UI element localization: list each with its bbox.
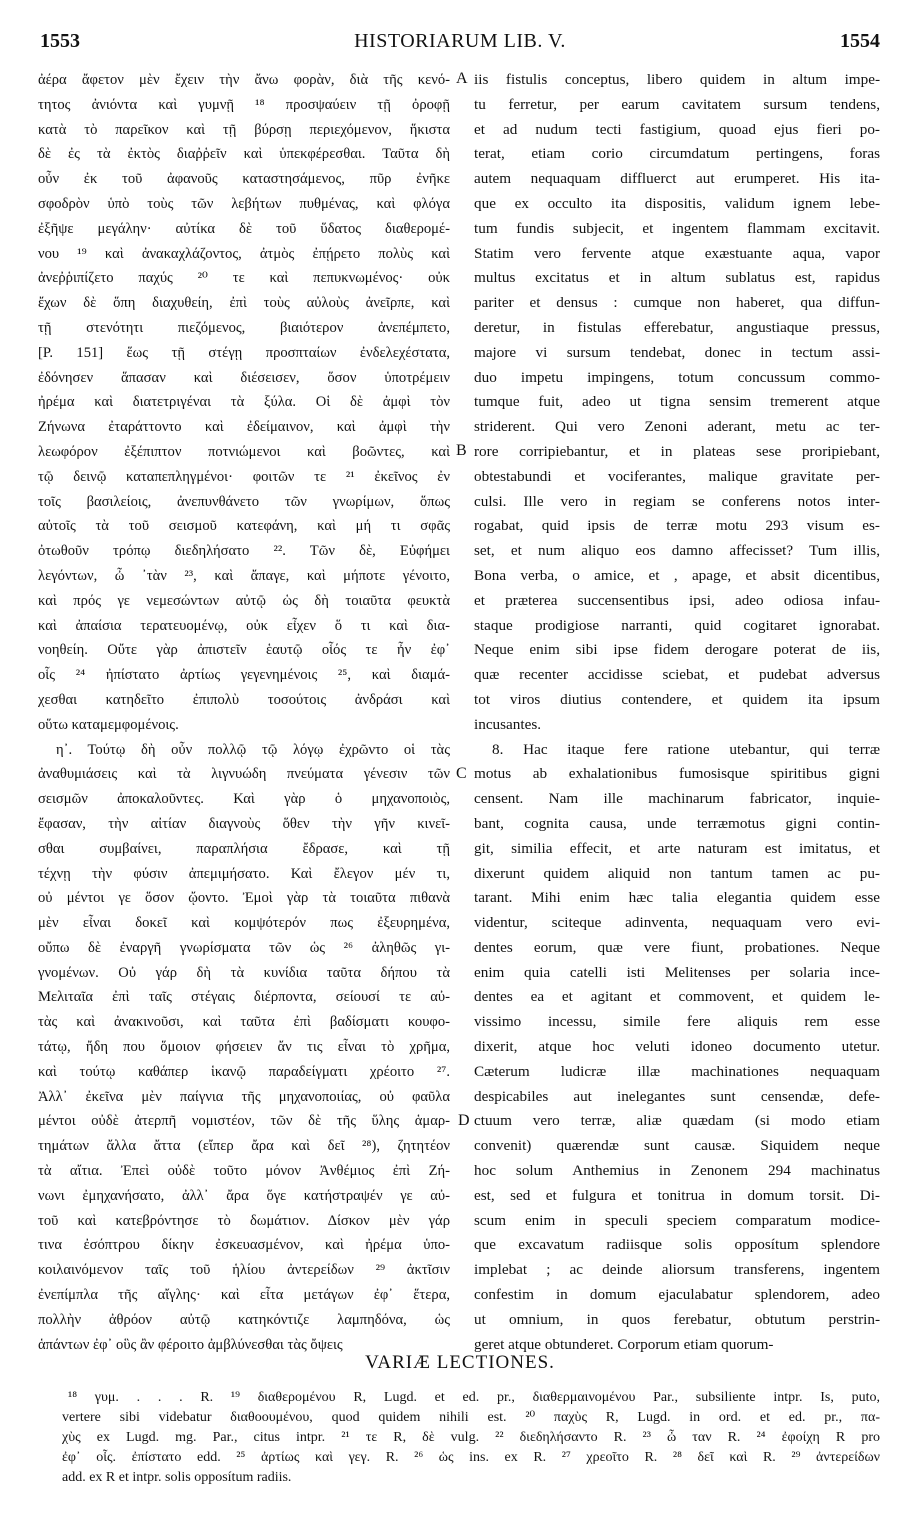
greek-text-line: μέντοι οὐδὲ ἀτερπῆ νομιστέον, τῶν δὲ τῆς ὕλης ἁμαρ- [38,1113,450,1130]
latin-text-line: git, similia effecit, et arte naturam est imitatus, et [474,839,880,857]
latin-text-line: multus excitatus et in altum sublatus est, rapidus [474,269,880,287]
greek-text-line: ἀέρα ἄφετον μὲν ἔχειν τὴν ἄνω φορὰν, διὰ τῆς κενό- [38,72,450,88]
greek-text-line: Μελιταῖα ἐπὶ ταῖς στέγαις διέρποντα, σείουσί τε αὐ- [38,989,450,1006]
latin-text-line: incusantes. [474,715,542,733]
latin-text-line: geret atque obtunderet. Corporum etiam quorum- [474,1335,774,1353]
greek-text-line: νου ¹⁹ καὶ ἀνακαχλάζοντος, ἀτμὸς ἐπῄρετο πολὺς καὶ [38,245,450,262]
greek-text-line: τοῦ καὶ κατεβρόντησε τὸ δωμάτιον. Δίσκον μὲν γάρ [38,1212,450,1229]
running-title: HISTORIARUM LIB. V. [354,30,566,52]
greek-text-line: τινα ἐσόπτρου δίκην ἐσκευασμένον, καὶ ἠρέμα ὑπο- [38,1237,450,1254]
latin-text-line: deretur, in fistulas efferebatur, angustiaque pressus, [474,318,880,336]
page-number-left: 1553 [40,30,80,52]
greek-text-line: οὖν ἐκ τοῦ ἀφανοῦς καταστησάμενος, πῦρ ἐνῆκε [38,171,450,188]
latin-text-line: duo impetu impingens, totum concussum commo- [474,368,880,386]
latin-text-line: implebat ; ac deinde aliorsum transferens, ingentem [474,1261,880,1279]
latin-text-line: est, sed et fulgura et tonitrua in domum torsit. Di- [474,1186,880,1204]
latin-text-line: ctuum vero terræ, aliæ quædam (si modo etiam [474,1112,880,1130]
greek-text-line: ἐνεπίμπλα τῆς αἴγλης· καὶ εἶτα μετάγων ἐφ᾽ ἕτερα, [38,1287,450,1304]
greek-text-line: νοηθείη. Οὔτε γὰρ ἀπιστεῖν ἑαυτῷ οἷός τε ἦν ἐφ᾽ [38,642,450,659]
latin-text-line: hoc solum Anthemius in Zenonem 294 machinatus [474,1162,880,1180]
latin-text-line: Cæterum ludicræ illæ machinationes nequaquam [474,1062,880,1080]
greek-text-line: τέχνῃ τὴν φύσιν ἀπεμιμήσατο. Καὶ ἔλεγον μέν τι, [38,865,450,882]
greek-text-line: οὐ μέντοι γε ὅσον ᾤοντο. Ἐμοὶ γὰρ τὰ τοιαῦτα πιθανὰ [38,890,450,907]
latin-text-line: quæ recenter accidisse sciebat, et pudebat adversus [474,666,880,684]
greek-text-line: τὰς καὶ ἀνακινοῦσι, καὶ ταῦτα ἐπὶ βαδίσματι κουφο- [38,1014,450,1031]
greek-text-line: αὐτοῖς τὰ τοῦ σεισμοῦ κατεφάνη, καὶ μή τι σφᾶς [38,518,450,535]
latin-text-line: convenit) quærendæ sunt causæ. Siquidem neque [474,1137,880,1155]
greek-text-line: καὶ τούτῳ καθάπερ ἱκανῷ παραδείγματι χρέοιτο ²⁷. [38,1063,450,1080]
greek-text-line: ἐξῆψε μεγάλην· αὐτίκα δὲ τοῦ ὕδατος διαθερομέ- [38,220,450,237]
latin-text-line: obtestabundi et vociferantes, malique gravitate per- [474,467,880,485]
greek-text-line: ὀτωθοῦν τρόπῳ διεδηλήσατο ²². Τῶν δὲ, Εὐφήμει [38,543,450,560]
greek-text-column [38,68,450,1357]
latin-text-line: majore vi sursum tendebat, donec in tectum assi- [474,343,880,361]
greek-text-line: Ἀλλ᾽ ἐκεῖνα μὲν παίγνια τῆς μηχανοποιίας, οὐ φαῦλα [38,1088,450,1105]
footnote-line: ἐφ᾽ οἷς. ἐπίστατο edd. ²⁵ ἀρτίως καὶ γεγ. R. ²⁶ ὡς ins. ex R. ²⁷ χρεοῖτο R. ²⁸ δεῖ καὶ R. ²⁹ ἀντερείδων [62,1450,880,1465]
greek-text-line: [P. 151] ἕως τῇ στέγῃ προσπταίων ἐνδελεχέστατα, [38,344,450,361]
running-header [40,30,880,60]
latin-text-line: autem nequaquam diffluerct aut erumperet. His ita- [474,170,880,188]
margin-letter-b: B [456,442,467,459]
greek-text-line: κατὰ τὸ παρεῖκον καὶ τῇ βύρσῃ περιεχόμενον, ἥκιστα [38,121,450,138]
latin-text-line: set, et num aliquo eos damno affecisset? Tum illis, [474,542,880,560]
latin-text-line: Bona verba, o amice, et , apage, et absit dicentibus, [474,566,880,584]
latin-text-line: striderent. Qui vero Zenoni aderant, metu ac ter- [474,418,880,436]
greek-text-line: τητος ἀνιόντα καὶ γυμνῇ ¹⁸ προσψαύειν τῇ ὀροφῇ [38,96,450,113]
page-number-right: 1554 [840,30,880,52]
footnote-line: add. ex R et intpr. solis opposítum radiis. [62,1470,292,1485]
greek-text-line: τοῖς βασιλείοις, ἀνεπυνθάνετο τῶν γνωρίμων, ὅπως [38,493,450,510]
footnote-line: χὺς ex Lugd. mg. Par., citus intpr. ²¹ τε R, δὲ vulg. ²² διεδηλήσαντο R. ²³ ὦ ταν R. ²⁴ ἐφοίχη R pro [62,1430,880,1445]
latin-text-line: censent. Nam ille machinarum fabricator, inquie- [474,790,880,808]
latin-text-line: despicabiles aut inelegantes sunt censendæ, defe- [474,1087,880,1105]
latin-text-line: que excavatum radiisque solis opposítum splendore [474,1236,880,1254]
latin-text-line: dentes ea et agitant et commovent, et quidem le- [474,988,880,1006]
greek-text-line: ἐδόνησεν ἅπασαν καὶ διέσεισεν, ὅσον ὑποτρέμειν [38,369,450,386]
greek-text-line: κοιλαινόμενον ταῖς τοῦ ἡλίου ἀντερείδων ²⁹ ἀκτῖσιν [38,1262,450,1279]
latin-text-line: 8. Hac itaque fere ratione utebantur, qui terræ [492,740,880,758]
greek-text-line: η᾽. Τούτῳ δὴ οὖν πολλῷ τῷ λόγῳ ἐχρῶντο οἱ τὰς [56,741,450,758]
greek-text-line: ἀναθυμιάσεις καὶ τὰ λιγνυώδη πνεύματα γένεσιν τῶν [38,766,450,783]
margin-letter-c: C [456,765,467,782]
greek-text-line: λεγόντων, ὦ ᾽τὰν ²³, καὶ ἄπαγε, καὶ μήποτε γένοιτο, [38,567,450,584]
greek-text-line: οὕτω καταμεμφομένοις. [38,716,179,733]
latin-text-line: rore corripiebantur, et in plateas sese proripiebant, [474,442,880,460]
latin-text-column [474,68,880,1357]
greek-text-line: τῷ δεινῷ καταπεπληγμένοι· φοιτῶν τε ²¹ ἐκεῖνος ἐν [38,468,450,485]
greek-text-line: γνομένων. Οὐ γάρ δὴ τὰ κυνίδια ταῦτα δήπου τὰ [38,964,450,981]
greek-text-line: μὲν εἶναι δοκεῖ καὶ κομψότερόν πως ἐξευρημένα, [38,915,450,932]
greek-text-line: καὶ πρός γε νεμεσώντων αὐτῷ ὡς δὴ τοιαῦτα φευκτὰ [38,592,450,609]
greek-text-line: χεσθαι κατηδεῖτο ἐπιπολὺ τοσούτοις ἀνδράσι καὶ [38,691,450,708]
latin-text-line: enim quia catelli isti Melitenses per solaria ince- [474,963,880,981]
latin-text-line: confestim in domum ejaculabatur splendorem, adeo [474,1286,880,1304]
greek-text-line: οἷς ²⁴ ἠπίστατο ἀρτίως γεγενημένοις ²⁵, καὶ διαμά- [38,667,450,684]
greek-text-line: τημάτων ἄλλα ἄττα (εἴπερ ἄρα καὶ δεῖ ²⁸), ζητητέον [38,1138,450,1155]
latin-text-line: que ex occulto ita dispositis, validum ignem lebe- [474,194,880,212]
latin-text-line: culsi. Ille vero in regiam se conferens notos inter- [474,492,880,510]
greek-text-line: οὔπω δὲ ἐναργῆ γνωρίσματα τῶν ὡς ²⁶ ἀληθῶς γι- [38,939,450,956]
latin-text-line: et præterea succensentibus ipsi, adeo odiosa infau- [474,591,880,609]
greek-text-line: ἔχων δὲ ὅπη διαχυθείη, ἐπὶ τοὺς αὐλοὺς ἀνεῖρπε, καὶ [38,295,450,312]
latin-text-line: bant, cognita causa, unde terræmotus gigni contin- [474,814,880,832]
greek-text-line: νωνι ἐμηχανήσατο, ἀλλ᾽ ἄρα ὅγε κατήστραψέν γε αὐ- [38,1187,450,1204]
greek-text-line: τὰ αἴτια. Ἐπεὶ οὐδὲ τοῦτο μόνον Ἀνθέμιος ἐπὶ Ζή- [38,1163,450,1180]
greek-text-line: σθαι συμβαίνει, παραπλήσια ἔδρασε, καὶ τῇ [38,840,450,857]
latin-text-line: staque prodigiose narranti, quid cogitaret ignorabat. [474,616,880,634]
latin-text-line: terat, etiam corio circumdatum pertingens, foras [474,145,880,163]
latin-text-line: iis fistulis conceptus, libero quidem in altum impe- [474,71,880,88]
latin-text-line: scum enim in speculi speciem comparatum modice- [474,1211,880,1229]
greek-text-line: ἠρέμα καὶ διατετριγέναι τὰ ξύλα. Οἱ δὲ ἀμφὶ τὸν [38,394,450,411]
latin-text-line: tu ferretur, per earum cavitatem sursum tendens, [474,95,880,113]
latin-text-line: tot viros diutius contendere, et quidem ita ipsum [474,690,880,708]
greek-text-line: σεισμῶν ἀποκαλοῦντες. Καὶ γὰρ ὁ μηχανοποιὸς, [38,791,450,808]
greek-text-line: Ζήνωνα ἐταράττοντο καὶ ἐδείμαινον, καὶ ἀμφὶ τὴν [38,419,450,436]
greek-text-line: ἁπάντων ἐφ᾽ οὓς ἂν φέροιτο ἀμβλύνεσθαι τὰς ὄψεις [38,1336,343,1353]
latin-text-line: dixerunt quidem aliquid non tantum tamen ac pu- [474,864,880,882]
greek-text-line: ἀνεῤῥιπίζετο παχύς ²⁰ τε καὶ πεπυκνωμένος· οὐκ [38,270,450,287]
greek-text-line: πολλὴν ἀθρόον αὐτῷ κατηκόντιζε λαμπηδόνα, ὡς [38,1311,450,1328]
variae-lectiones-heading: VARIÆ LECTIONES. [365,1352,555,1373]
greek-text-line: δὲ ἐς τὰ ἐκτὸς διαῤῥεῖν καὶ ὑπεκφέρεσθαι. Ταῦτα δὴ [38,146,450,163]
greek-text-line: καὶ ἀπαίσια τερατευομένῳ, οὐκ εἶχεν ὅ τι καὶ δια- [38,617,450,634]
greek-text-line: λεωφόρον ἐξέπιπτον ποτνιώμενοι καὶ βοῶντες, καὶ [38,443,450,460]
latin-text-line: pariter et densus : cumque non haberet, qua diffun- [474,294,880,312]
latin-text-line: motus ab exhalationibus fumosisque spiritibus gigni [474,765,880,783]
greek-text-line: ἔφασαν, τὴν αἰτίαν διαγνοὺς ὅθεν τὴν γῆν κινεῖ- [38,815,450,832]
latin-text-line: tumque fuit, adeo ut tigna sensim tremerent atque [474,393,880,411]
latin-text-line: dixerit, atque hoc veluti idoneo documento utetur. [474,1038,880,1056]
footnotes [62,1388,880,1488]
latin-text-line: tarant. Mihi enim hæc talia elegantia quidem esse [474,889,880,907]
footnote-line: ¹⁸ γυμ. . . . R. ¹⁹ διαθερομένου R, Lugd. et ed. pr., διαθερμαινομένου Par., subsiliente intpr. Is, puto, [68,1390,880,1405]
margin-letter-d: D [458,1112,470,1129]
latin-text-line: vissimo incessu, simile fere aliquis rem esse [474,1013,880,1031]
latin-text-line: Neque enim sibi ipse fidem derogare poterat de iis, [474,641,880,659]
greek-text-line: τῇ στενότητι πιεζόμενος, βιαιότερον ἀνεπέμπετο, [38,319,450,336]
greek-text-line: σφοδρὸν ὑπὸ τοὺς τῶν λεβήτων πυθμένας, καὶ φλόγα [38,195,450,212]
footnote-line: vertere sibi videbatur διαθοουμένου, quod quidem nihili est. ²⁰ παχὺς R, Lugd. in ord. et ed. pr., πα- [62,1410,880,1425]
latin-text-line: et ad nudum tecti fastigium, quoad ejus fieri po- [474,120,880,138]
latin-text-line: dentes eorum, quæ vere fiunt, probationes. Neque [474,938,880,956]
latin-text-line: videntur, sciteque adinventa, nequaquam vero evi- [474,914,880,932]
latin-text-line: tum fundis subjecit, et ingentem flammam excitavit. [474,219,880,237]
greek-text-line: τάτῳ, ἤδη που ὅμοιον φήσειεν ἄν τις εἶναι τὸ χρῆμα, [38,1039,450,1056]
margin-letter-a: A [456,70,468,87]
latin-text-line: ut omnium, in quos ferebatur, obtutum perstrin- [474,1310,880,1328]
latin-text-line: rogabat, quid ipsis de terræ motu 293 visum es- [474,517,880,535]
latin-text-line: Statim vero fervente atque exæstuante aqua, vapor [474,244,880,262]
